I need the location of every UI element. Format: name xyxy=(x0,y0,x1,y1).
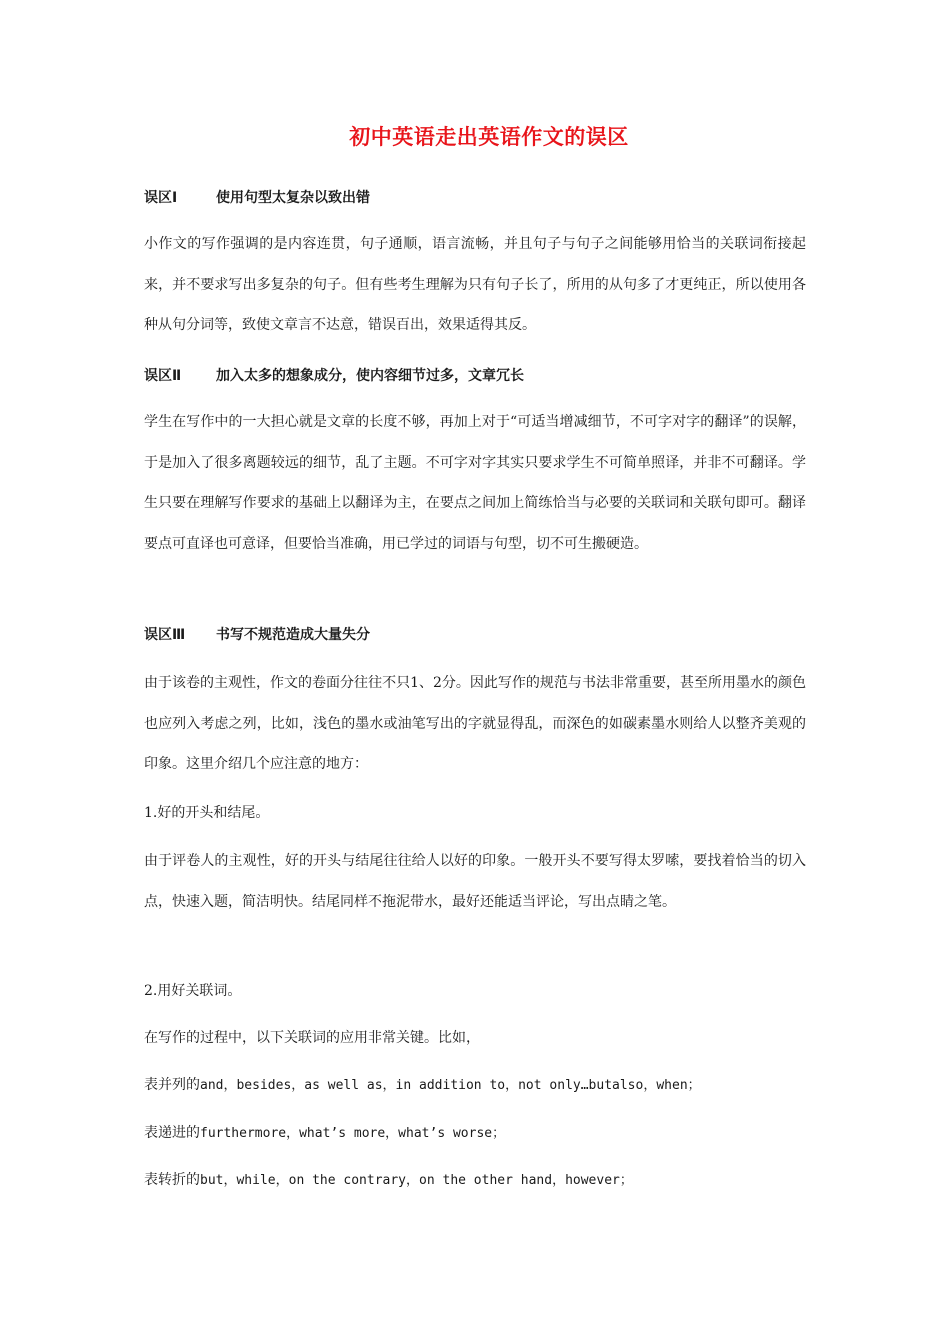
connective-list-item xyxy=(144,1123,505,1144)
connective-type: 表转折的 xyxy=(144,1172,200,1188)
section-body-3: 由于该卷的主观性，作文的卷面分往往不只1、2分。因此写作的规范与书法非常重要，甚至所用墨水的颜色也应列入考虑之列，比如，浅色的墨水或油笔写出的字就显得乱，而深色的如碳素墨水则给人以整齐美观的印象。这里介绍几个应注意的地方： xyxy=(144,675,806,772)
connective-type: 表递进的 xyxy=(144,1125,200,1141)
section-heading-1 xyxy=(144,188,370,208)
section-label: 误区Ⅱ xyxy=(144,368,182,384)
connective-words: but，while，on the contrary，on the other hand，however； xyxy=(200,1173,633,1188)
section-label: 误区Ⅰ xyxy=(144,190,178,206)
point-heading-1: 1.好的开头和结尾。 xyxy=(144,805,270,821)
connective-type: 表并列的 xyxy=(144,1077,200,1093)
section-heading-2 xyxy=(144,366,524,386)
document-title: 初中英语走出英语作文的误区 xyxy=(349,125,629,149)
section-body-1: 小作文的写作强调的是内容连贯，句子通顺，语言流畅，并且句子与句子之间能够用恰当的关联词衔接起来，并不要求写出多复杂的句子。但有些考生理解为只有句子长了，所用的从句多了才更纯正，所以使用各种从句分词等，致使文章言不达意，错误百出，效果适得其反。 xyxy=(144,236,806,333)
point-body-1: 由于评卷人的主观性，好的开头与结尾往往给人以好的印象。一般开头不要写得太罗嗦，要找着恰当的切入点，快速入题，简洁明快。结尾同样不拖泥带水，最好还能适当评论，写出点睛之笔。 xyxy=(144,853,806,910)
section-heading-text: 加入太多的想象成分，使内容细节过多，文章冗长 xyxy=(216,368,524,384)
connective-list-item xyxy=(144,1170,633,1191)
point-intro-2: 在写作的过程中，以下关联词的应用非常关键。比如， xyxy=(144,1030,480,1046)
section-body-2: 学生在写作中的一大担心就是文章的长度不够，再加上对于“可适当增减细节，不可字对字的翻译”的误解，于是加入了很多离题较远的细节，乱了主题。不可字对字其实只要求学生不可简单照译，并非不可翻译。学生只要在理解写作要求的基础上以翻译为主，在要点之间加上简练恰当与必要的关联词和关联句即可。翻译要点可直译也可意译，但要恰当准确，用已学过的词语与句型，切不可生搬硬造。 xyxy=(144,414,806,552)
connective-list-item xyxy=(144,1075,701,1096)
connective-words: and，besides，as well as，in addition to，not only…butalso，when； xyxy=(200,1078,701,1093)
point-heading-2: 2.用好关联词。 xyxy=(144,983,242,999)
section-label: 误区Ⅲ xyxy=(144,627,186,643)
section-heading-text: 使用句型太复杂以致出错 xyxy=(216,190,370,206)
connective-words: furthermore，what’s more，what’s worse； xyxy=(200,1126,506,1141)
section-heading-3 xyxy=(144,625,370,645)
section-heading-text: 书写不规范造成大量失分 xyxy=(216,627,370,643)
